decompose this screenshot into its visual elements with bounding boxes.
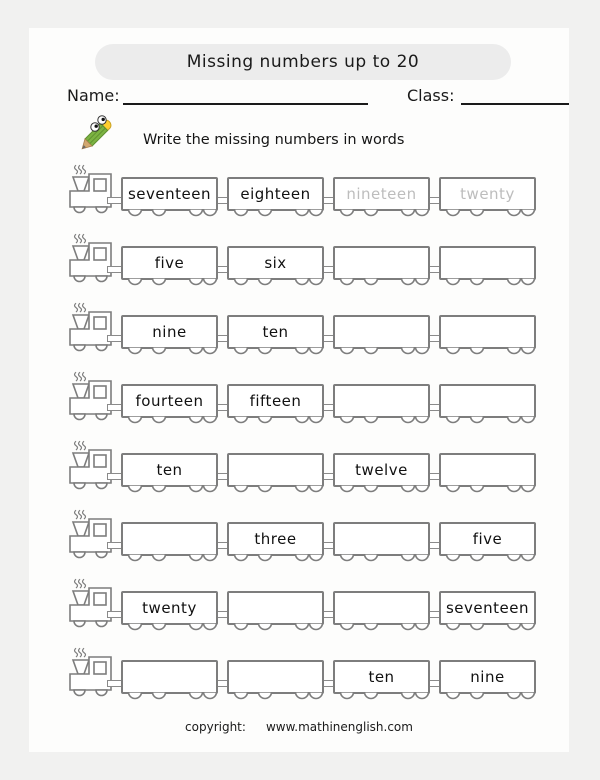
car-wheels-icon <box>333 485 430 494</box>
train-car <box>121 315 218 349</box>
class-label: Class: <box>407 86 455 105</box>
locomotive-icon <box>65 233 121 283</box>
car-word: twenty <box>460 185 515 203</box>
train-car <box>121 384 218 418</box>
train-car-answer[interactable] <box>439 384 536 418</box>
car-wheels-icon <box>227 278 324 287</box>
train-row-5 <box>29 440 569 509</box>
car-wheels-icon <box>227 623 324 632</box>
car-wheels-icon <box>333 554 430 563</box>
car-wheels-icon <box>333 278 430 287</box>
car-word: nine <box>152 323 187 341</box>
name-blank-line[interactable] <box>123 88 368 105</box>
car-wheels-icon <box>227 416 324 425</box>
car-word: ten <box>156 461 183 479</box>
train-car <box>227 177 324 211</box>
train-car-answer[interactable] <box>333 591 430 625</box>
car-word: three <box>254 530 297 548</box>
train-car <box>333 453 430 487</box>
website-link[interactable]: www.mathinenglish.com <box>265 720 413 734</box>
train-car-answer[interactable] <box>333 246 430 280</box>
train-car-answer[interactable] <box>333 177 430 211</box>
page-title: Missing numbers up to 20 <box>186 52 420 72</box>
train-car <box>227 384 324 418</box>
car-word: seventeen <box>127 185 211 203</box>
train-car-answer[interactable] <box>227 591 324 625</box>
train-row-3 <box>29 302 569 371</box>
car-word: twelve <box>355 461 408 479</box>
train-car-answer[interactable] <box>439 453 536 487</box>
car-wheels-icon <box>227 209 324 218</box>
car-wheels-icon <box>227 347 324 356</box>
car-word: seventeen <box>445 599 529 617</box>
car-word: nine <box>470 668 505 686</box>
car-word: five <box>154 254 185 272</box>
copyright-label: copyright: <box>185 720 246 734</box>
locomotive-icon <box>65 440 121 490</box>
train-car <box>439 591 536 625</box>
train-row-2 <box>29 233 569 302</box>
car-wheels-icon <box>121 692 218 701</box>
car-word: five <box>472 530 503 548</box>
locomotive-icon <box>65 578 121 628</box>
train-row-8 <box>29 647 569 716</box>
car-word: eighteen <box>240 185 311 203</box>
car-word: ten <box>262 323 289 341</box>
car-wheels-icon <box>121 416 218 425</box>
car-wheels-icon <box>439 623 536 632</box>
locomotive-icon <box>65 302 121 352</box>
train-car-answer[interactable] <box>439 246 536 280</box>
locomotive-icon <box>65 509 121 559</box>
car-wheels-icon <box>227 554 324 563</box>
name-class-row <box>65 86 535 110</box>
worksheet-title-banner <box>95 44 511 80</box>
train-car <box>439 660 536 694</box>
car-wheels-icon <box>333 209 430 218</box>
train-car-answer[interactable] <box>121 660 218 694</box>
car-wheels-icon <box>121 209 218 218</box>
train-row-7 <box>29 578 569 647</box>
car-wheels-icon <box>121 554 218 563</box>
train-car <box>227 246 324 280</box>
car-wheels-icon <box>227 692 324 701</box>
train-car-answer[interactable] <box>333 522 430 556</box>
instruction-text: Write the missing numbers in words <box>143 132 405 148</box>
train-car-answer[interactable] <box>439 315 536 349</box>
train-car-answer[interactable] <box>121 522 218 556</box>
car-wheels-icon <box>121 485 218 494</box>
train-car <box>227 522 324 556</box>
car-wheels-icon <box>227 485 324 494</box>
car-wheels-icon <box>439 278 536 287</box>
train-row-4 <box>29 371 569 440</box>
car-word: ten <box>368 668 395 686</box>
car-wheels-icon <box>333 692 430 701</box>
car-wheels-icon <box>121 278 218 287</box>
car-wheels-icon <box>439 554 536 563</box>
train-car-answer[interactable] <box>333 384 430 418</box>
train-row-6 <box>29 509 569 578</box>
car-wheels-icon <box>121 347 218 356</box>
locomotive-icon <box>65 371 121 421</box>
car-word: nineteen <box>346 185 417 203</box>
car-wheels-icon <box>333 347 430 356</box>
train-row-1 <box>29 164 569 233</box>
car-wheels-icon <box>439 692 536 701</box>
car-word: fifteen <box>249 392 302 410</box>
car-wheels-icon <box>333 416 430 425</box>
car-wheels-icon <box>333 623 430 632</box>
train-car <box>121 246 218 280</box>
car-word: six <box>264 254 287 272</box>
train-list <box>29 164 569 716</box>
worksheet-page <box>29 28 569 752</box>
train-car-answer[interactable] <box>227 660 324 694</box>
footer <box>29 720 569 734</box>
train-car-answer[interactable] <box>333 315 430 349</box>
car-wheels-icon <box>439 347 536 356</box>
train-car <box>227 315 324 349</box>
car-word: twenty <box>142 599 197 617</box>
car-wheels-icon <box>121 623 218 632</box>
train-car-answer[interactable] <box>439 177 536 211</box>
train-car <box>121 591 218 625</box>
name-label: Name: <box>67 86 120 105</box>
car-wheels-icon <box>439 416 536 425</box>
train-car-answer[interactable] <box>227 453 324 487</box>
car-wheels-icon <box>439 485 536 494</box>
locomotive-icon <box>65 647 121 697</box>
train-car <box>333 660 430 694</box>
class-blank-line[interactable] <box>461 88 569 105</box>
locomotive-icon <box>65 164 121 214</box>
car-word: fourteen <box>135 392 204 410</box>
pencil-icon <box>73 112 125 160</box>
train-car <box>439 522 536 556</box>
train-car <box>121 177 218 211</box>
car-wheels-icon <box>439 209 536 218</box>
train-car <box>121 453 218 487</box>
